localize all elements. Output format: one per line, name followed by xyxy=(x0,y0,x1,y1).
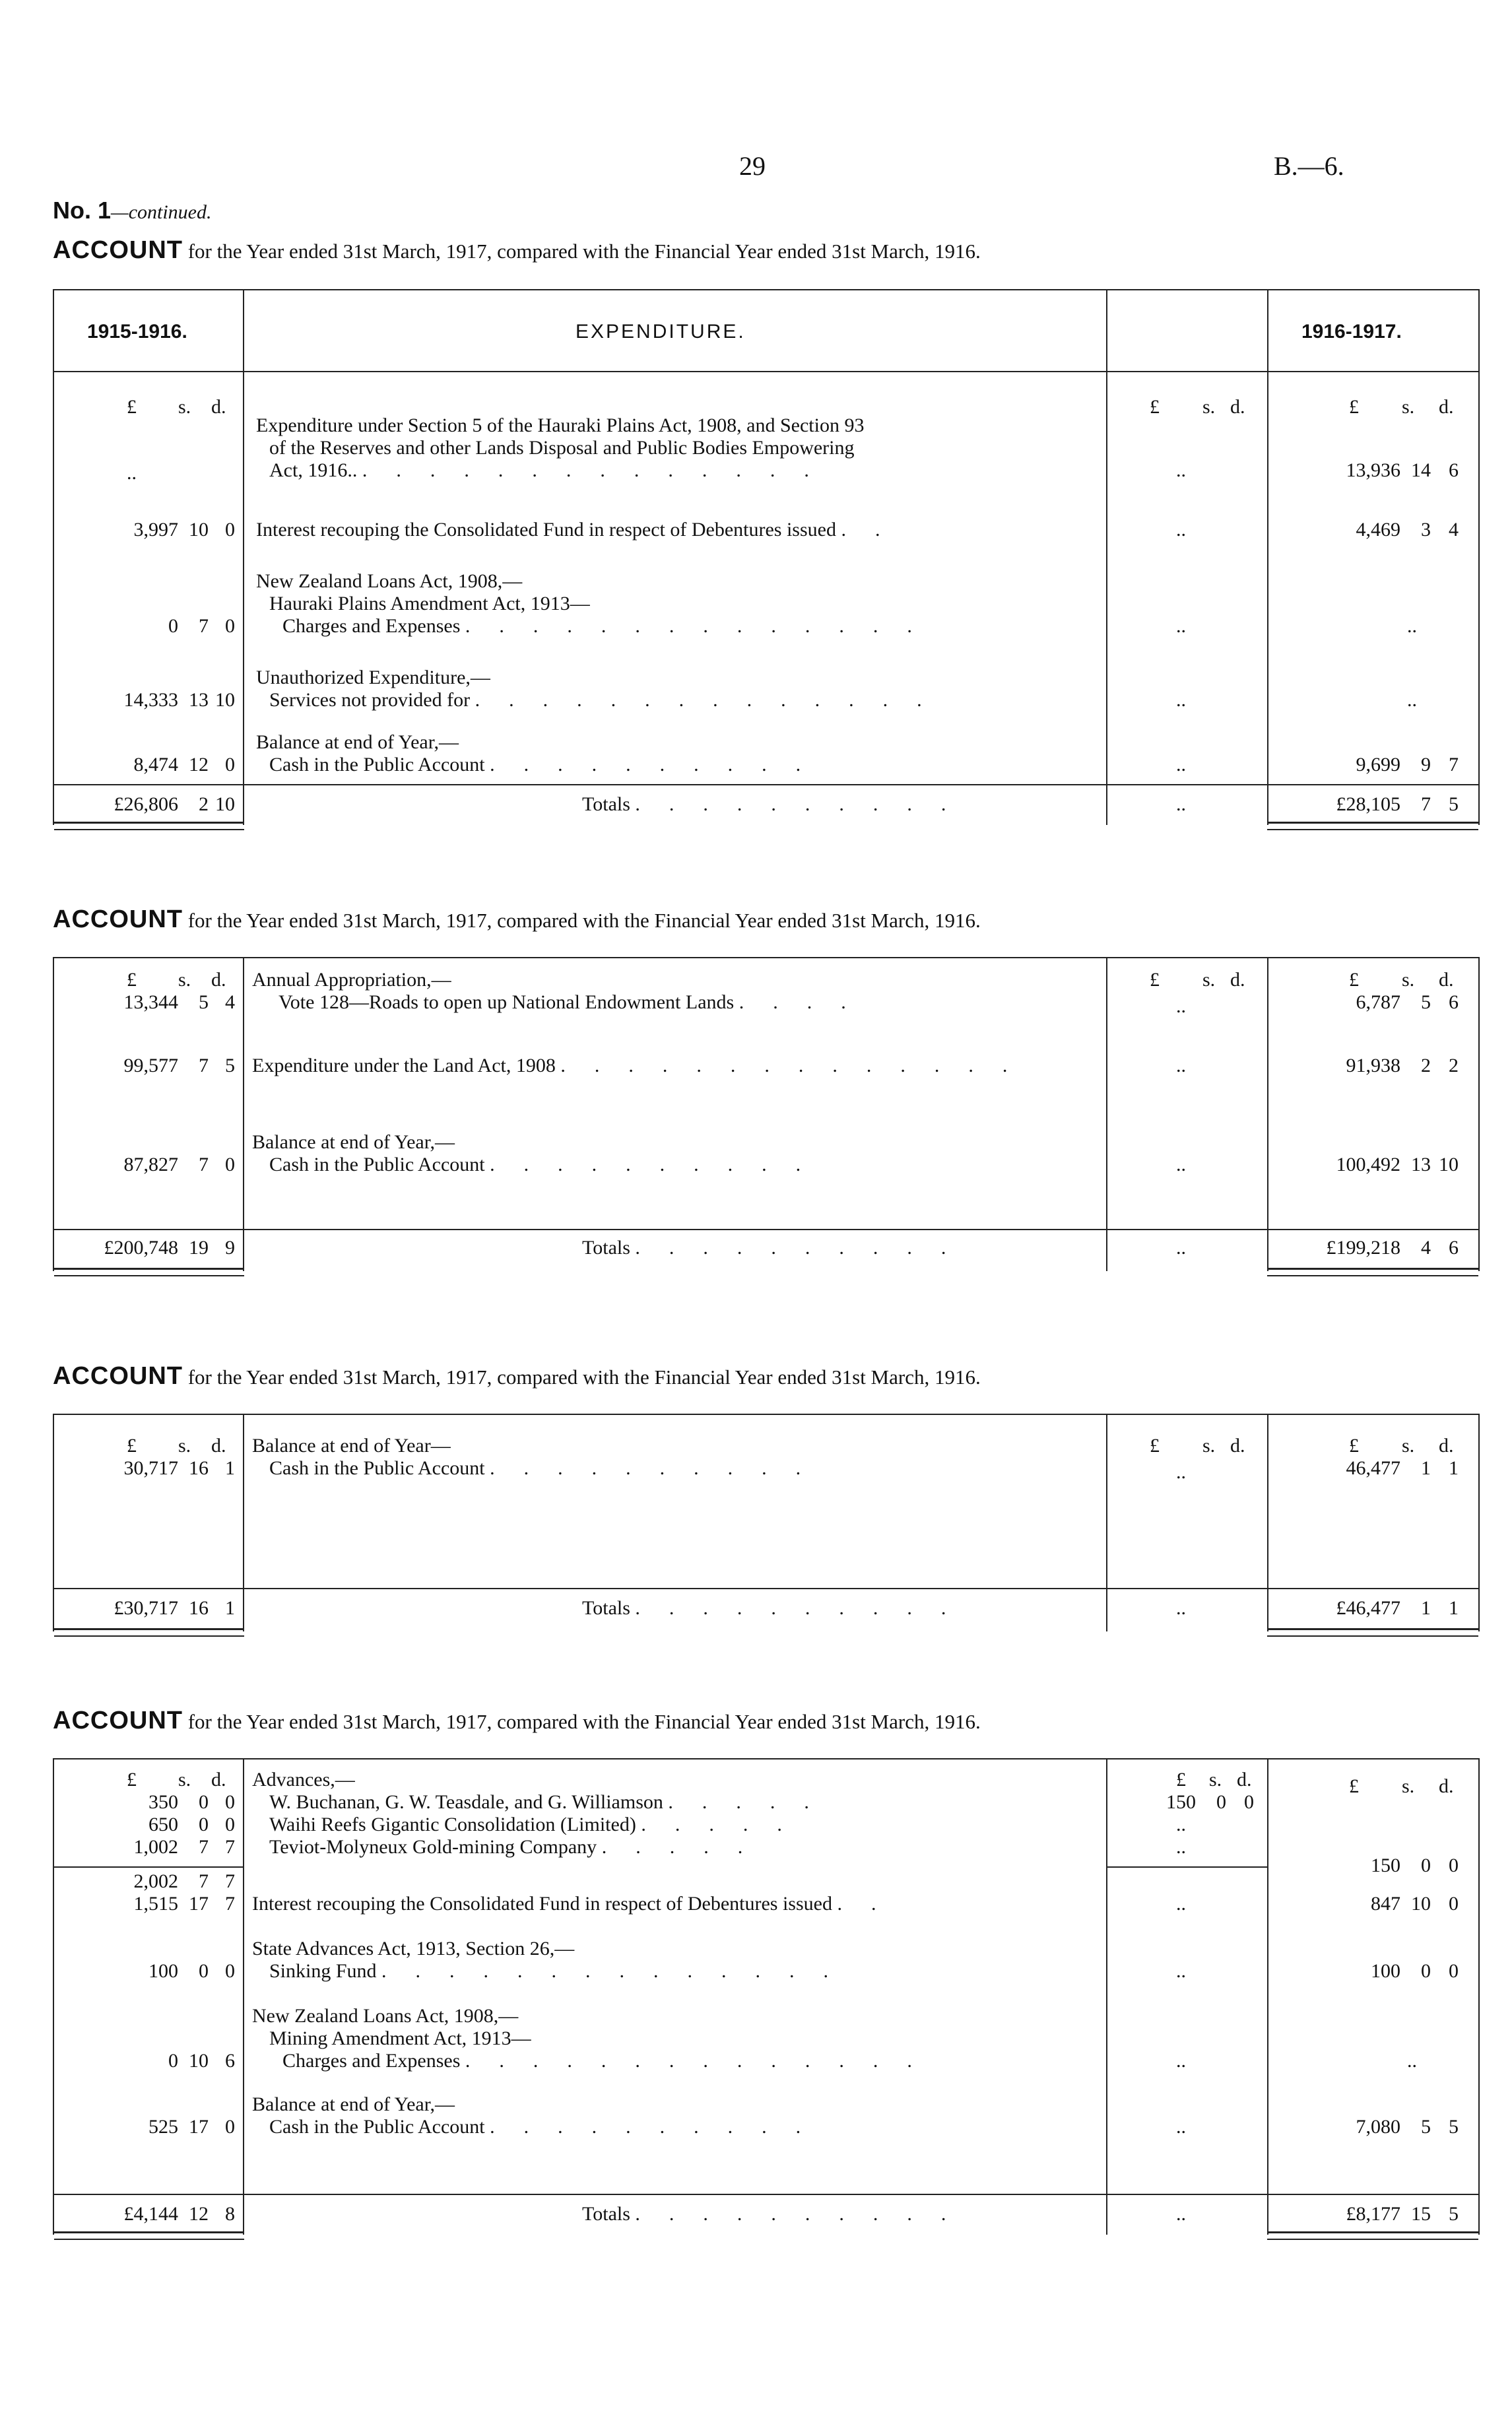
advance-name: Waihi Reefs Gigantic Consolidation (Limited) xyxy=(269,1814,636,1835)
cur-shillings: 0 xyxy=(1421,1960,1431,1982)
prev-pence: 4 xyxy=(225,991,235,1013)
pence-header: d. xyxy=(1439,396,1454,418)
mid-value: .. xyxy=(1176,1836,1186,1858)
prev-pence: 10 xyxy=(215,689,235,711)
cur-shillings: 3 xyxy=(1421,519,1431,541)
account-word: ACCOUNT xyxy=(53,236,183,264)
prev-pounds: 350 xyxy=(148,1791,178,1813)
expenditure-table-1 xyxy=(53,289,1480,825)
row-description-text: Charges and Expenses xyxy=(282,615,461,637)
prev-pence: 0 xyxy=(225,1814,235,1835)
cur-pence: 6 xyxy=(1449,991,1459,1013)
row-description-text: Interest recouping the Consolidated Fund in respect of Debentures issued xyxy=(252,1893,832,1915)
total-prev-shillings: 2 xyxy=(199,793,209,815)
mid-value: .. xyxy=(1176,615,1186,637)
row-description-text: Cash in the Public Account xyxy=(269,2116,485,2138)
account-number: No. 1 xyxy=(53,197,112,224)
prev-pence: 0 xyxy=(225,1960,235,1982)
row-description: Expenditure under the Land Act, 1908 .............. xyxy=(252,1055,1037,1076)
row-description: Services not provided for .............. xyxy=(269,689,951,711)
totals-label: Totals .......... xyxy=(582,1597,975,1619)
prev-shillings: 10 xyxy=(189,519,209,541)
shilling-header: s. xyxy=(1402,969,1415,991)
expenditure-heading: EXPENDITURE. xyxy=(575,321,746,343)
pound-header: £ xyxy=(1176,1769,1186,1791)
row-description: Hauraki Plains Amendment Act, 1913— xyxy=(269,593,590,614)
prev-shillings: 10 xyxy=(189,2050,209,2072)
row-description: Charges and Expenses .............. xyxy=(282,2050,941,2072)
advances-subtotal-pence: 7 xyxy=(225,1870,235,1892)
prev-shillings: 13 xyxy=(189,689,209,711)
shilling-header: s. xyxy=(1402,396,1415,418)
pound-header: £ xyxy=(1349,969,1359,991)
total-prev-pence: 1 xyxy=(225,1597,235,1619)
account-title-1 xyxy=(53,236,981,265)
prev-pounds: 1,515 xyxy=(133,1893,178,1915)
total-prev-shillings: 12 xyxy=(189,2203,209,2225)
cur-shillings: 1 xyxy=(1421,1457,1431,1479)
row-description: of the Reserves and other Lands Disposal and Public Bodies Empowering xyxy=(269,437,855,459)
total-cur-pounds: £8,177 xyxy=(1346,2203,1400,2225)
shilling-header: s. xyxy=(1202,969,1216,991)
cur-shillings: 13 xyxy=(1411,1154,1431,1175)
pound-header: £ xyxy=(1150,396,1160,418)
prev-pence: 0 xyxy=(225,2116,235,2138)
advance-item: Teviot-Molyneux Gold-mining Company ..... xyxy=(269,1836,772,1858)
cur-pounds: 7,080 xyxy=(1356,2116,1400,2138)
prev-pence: 0 xyxy=(225,1154,235,1175)
advances-total-shillings: 0 xyxy=(1421,1855,1431,1876)
row-description: Vote 128—Roads to open up National Endowment Lands .... xyxy=(279,991,875,1013)
prev-pounds: 99,577 xyxy=(123,1055,178,1076)
row-description: Expenditure under Section 5 of the Hauraki Plains Act, 1908, and Section 93 xyxy=(256,414,865,436)
prev-pounds: 13,344 xyxy=(123,991,178,1013)
prev-shillings: 7 xyxy=(199,1836,209,1858)
document-reference: B.—6. xyxy=(1274,151,1344,181)
row-description-text: Sinking Fund xyxy=(269,1960,377,1982)
account-table-3 xyxy=(53,1414,1480,1631)
cur-shillings: 9 xyxy=(1421,754,1431,775)
total-prev-pounds: £4,144 xyxy=(123,2203,178,2225)
total-cur-pounds: £46,477 xyxy=(1336,1597,1400,1619)
total-prev-pence: 9 xyxy=(225,1237,235,1259)
col-1915-1916: 1915-1916. xyxy=(87,321,187,343)
total-cur-shillings: 15 xyxy=(1411,2203,1431,2225)
row-description: Mining Amendment Act, 1913— xyxy=(269,2027,531,2049)
mid-value: .. xyxy=(1176,1154,1186,1175)
page-number: 29 xyxy=(739,151,766,181)
row-description-text: Charges and Expenses xyxy=(282,2050,461,2072)
totals-label: Totals .......... xyxy=(582,2203,975,2225)
prev-pence: 5 xyxy=(225,1055,235,1076)
advance-name: Teviot-Molyneux Gold-mining Company xyxy=(269,1836,597,1858)
shilling-header: s. xyxy=(178,1769,191,1791)
totals-label-text: Totals xyxy=(582,2203,630,2225)
mid-value: .. xyxy=(1176,2116,1186,2138)
prev-shillings: 0 xyxy=(199,1960,209,1982)
prev-pence: 0 xyxy=(225,519,235,541)
prev-shillings: 17 xyxy=(189,1893,209,1915)
mid-value: .. xyxy=(1176,754,1186,775)
prev-pence: 6 xyxy=(225,2050,235,2072)
prev-pounds: 1,002 xyxy=(133,1836,178,1858)
cur-pounds: 100 xyxy=(1371,1960,1400,1982)
prev-shillings: 7 xyxy=(199,1055,209,1076)
mid-value: .. xyxy=(1176,1960,1186,1982)
cur-shillings: 5 xyxy=(1421,991,1431,1013)
total-mid-value: .. xyxy=(1176,2203,1186,2225)
cur-shillings: 5 xyxy=(1421,2116,1431,2138)
total-cur-shillings: 1 xyxy=(1421,1597,1431,1619)
total-prev-pounds: £200,748 xyxy=(104,1237,178,1259)
prev-pounds: 30,717 xyxy=(123,1457,178,1479)
pound-header: £ xyxy=(127,969,137,991)
cur-value: .. xyxy=(1407,2050,1417,2072)
cur-shillings: 2 xyxy=(1421,1055,1431,1076)
cur-pounds: 91,938 xyxy=(1346,1055,1400,1076)
mid-pounds: 150 xyxy=(1166,1791,1196,1813)
pence-header: d. xyxy=(211,1435,226,1457)
pence-header: d. xyxy=(1439,969,1454,991)
cur-pence: 7 xyxy=(1449,754,1459,775)
prev-pounds: 100 xyxy=(148,1960,178,1982)
cur-shillings: 10 xyxy=(1411,1893,1431,1915)
advances-subtotal-pounds: 2,002 xyxy=(133,1870,178,1892)
shilling-header: s. xyxy=(1402,1435,1415,1457)
cur-pounds: 100,492 xyxy=(1336,1154,1400,1175)
total-cur-pounds: £199,218 xyxy=(1326,1237,1400,1259)
pence-header: d. xyxy=(1237,1769,1252,1791)
account-heading-text: for the Year ended 31st March, 1917, compared with the Financial Year ended 31st March, 1916. xyxy=(187,240,981,263)
mid-value: .. xyxy=(1176,689,1186,711)
prev-pounds: 650 xyxy=(148,1814,178,1835)
row-description-text: Expenditure under the Land Act, 1908 xyxy=(252,1055,556,1076)
total-cur-pence: 5 xyxy=(1449,793,1459,815)
shilling-header: s. xyxy=(178,969,191,991)
prev-pounds: 87,827 xyxy=(123,1154,178,1175)
mid-value: .. xyxy=(1176,1055,1186,1076)
pence-header: d. xyxy=(211,969,226,991)
totals-label-text: Totals xyxy=(582,1597,630,1619)
advances-total-pence: 0 xyxy=(1449,1855,1459,1876)
cur-pounds: 4,469 xyxy=(1356,519,1400,541)
shilling-header: s. xyxy=(178,396,191,418)
mid-value: .. xyxy=(1176,2050,1186,2072)
cur-pence: 10 xyxy=(1439,1154,1459,1175)
row-description: New Zealand Loans Act, 1908,— xyxy=(252,2005,519,2027)
total-mid-value: .. xyxy=(1176,793,1186,815)
prev-shillings: 0 xyxy=(199,1791,209,1813)
cur-pounds: 6,787 xyxy=(1356,991,1400,1013)
row-description-text: Cash in the Public Account xyxy=(269,1154,485,1175)
prev-shillings: 5 xyxy=(199,991,209,1013)
cur-shillings: 14 xyxy=(1411,459,1431,481)
advances-subtotal-shillings: 7 xyxy=(199,1870,209,1892)
cur-pence: 2 xyxy=(1449,1055,1459,1076)
account-table-4 xyxy=(53,1758,1480,2235)
account-heading-text: for the Year ended 31st March, 1917, compared with the Financial Year ended 31st March, 1916. xyxy=(187,1710,981,1733)
pound-header: £ xyxy=(127,396,137,418)
continued-label xyxy=(53,197,212,224)
cur-pounds: 46,477 xyxy=(1346,1457,1400,1479)
account-title-3 xyxy=(53,1362,981,1391)
total-prev-pounds: £30,717 xyxy=(114,1597,178,1619)
total-mid-value: .. xyxy=(1176,1597,1186,1619)
pound-header: £ xyxy=(1349,396,1359,418)
pence-header: d. xyxy=(1439,1435,1454,1457)
row-description: Charges and Expenses .............. xyxy=(282,615,941,637)
prev-shillings: 0 xyxy=(199,1814,209,1835)
pence-header: d. xyxy=(1230,396,1245,418)
row-description-text: Services not provided for xyxy=(269,689,471,711)
total-mid-value: .. xyxy=(1176,1237,1186,1259)
mid-shillings: 0 xyxy=(1216,1791,1226,1813)
cur-pounds: 847 xyxy=(1371,1893,1400,1915)
account-title-2 xyxy=(53,905,981,934)
advances-total-pounds: 150 xyxy=(1371,1855,1400,1876)
cur-pence: 0 xyxy=(1449,1893,1459,1915)
row-description: Unauthorized Expenditure,— xyxy=(256,667,490,688)
prev-pence: 0 xyxy=(225,754,235,775)
totals-label: Totals .......... xyxy=(582,1237,975,1259)
cur-pence: 5 xyxy=(1449,2116,1459,2138)
row-description: Cash in the Public Account .......... xyxy=(269,1457,830,1479)
row-description: Balance at end of Year— xyxy=(252,1435,451,1457)
row-description: Cash in the Public Account .......... xyxy=(269,754,830,775)
pound-header: £ xyxy=(1150,1435,1160,1457)
total-cur-pence: 5 xyxy=(1449,2203,1459,2225)
total-cur-pence: 1 xyxy=(1449,1597,1459,1619)
totals-label-text: Totals xyxy=(582,793,630,815)
advance-name: W. Buchanan, G. W. Teasdale, and G. Williamson xyxy=(269,1791,663,1813)
account-word: ACCOUNT xyxy=(53,905,183,933)
prev-pence: 0 xyxy=(225,1791,235,1813)
mid-pence: 0 xyxy=(1244,1791,1254,1813)
cur-pence: 4 xyxy=(1449,519,1459,541)
total-prev-pounds: £26,806 xyxy=(114,793,178,815)
continued-suffix: —continued. xyxy=(111,201,212,223)
account-word: ACCOUNT xyxy=(53,1362,183,1390)
total-cur-pence: 6 xyxy=(1449,1237,1459,1259)
total-cur-shillings: 4 xyxy=(1421,1237,1431,1259)
pence-header: d. xyxy=(1439,1775,1454,1797)
mid-value: .. xyxy=(1176,1893,1186,1915)
cur-pence: 1 xyxy=(1449,1457,1459,1479)
row-description: Cash in the Public Account .......... xyxy=(269,2116,830,2138)
pound-header: £ xyxy=(1349,1435,1359,1457)
row-description-text: Cash in the Public Account xyxy=(269,754,485,775)
pence-header: d. xyxy=(211,1769,226,1791)
prev-pence: 7 xyxy=(225,1893,235,1915)
total-cur-shillings: 7 xyxy=(1421,793,1431,815)
row-description-text: Vote 128—Roads to open up National Endowment Lands xyxy=(279,991,735,1013)
row-description: Balance at end of Year,— xyxy=(252,2093,455,2115)
totals-label: Totals .......... xyxy=(582,793,975,815)
row-description-text: Interest recouping the Consolidated Fund in respect of Debentures issued xyxy=(256,519,836,541)
cur-pounds: 9,699 xyxy=(1356,754,1400,775)
row-description: Interest recouping the Consolidated Fund in respect of Debentures issued .. xyxy=(256,519,909,541)
mid-value: .. xyxy=(1176,519,1186,541)
advance-item: W. Buchanan, G. W. Teasdale, and G. Williamson ..... xyxy=(269,1791,838,1813)
prev-shillings: 7 xyxy=(199,1154,209,1175)
prev-pounds: 0 xyxy=(168,2050,178,2072)
cur-pence: 6 xyxy=(1449,459,1459,481)
cur-value: .. xyxy=(1407,689,1417,711)
row-description: New Zealand Loans Act, 1908,— xyxy=(256,570,523,592)
prev-pounds: 8,474 xyxy=(133,754,178,775)
total-prev-pence: 10 xyxy=(215,793,235,815)
totals-label-text: Totals xyxy=(582,1237,630,1259)
prev-pence: 1 xyxy=(225,1457,235,1479)
advances-label: Advances,— xyxy=(252,1769,355,1791)
prev-pounds: 3,997 xyxy=(133,519,178,541)
cur-value: .. xyxy=(1407,615,1417,637)
prev-pounds: 0 xyxy=(168,615,178,637)
prev-shillings: 17 xyxy=(189,2116,209,2138)
pence-header: d. xyxy=(1230,969,1245,991)
prev-shillings: 16 xyxy=(189,1457,209,1479)
pound-header: £ xyxy=(1349,1775,1359,1797)
prev-value: .. xyxy=(127,462,137,484)
account-title-4 xyxy=(53,1707,981,1735)
advance-item: Waihi Reefs Gigantic Consolidation (Limited) ..... xyxy=(269,1814,811,1835)
shilling-header: s. xyxy=(1202,1435,1216,1457)
shilling-header: s. xyxy=(1209,1769,1222,1791)
pound-header: £ xyxy=(127,1435,137,1457)
pound-header: £ xyxy=(1150,969,1160,991)
col-1916-1917: 1916-1917. xyxy=(1301,321,1402,343)
prev-pounds: 525 xyxy=(148,2116,178,2138)
account-table-2 xyxy=(53,957,1480,1271)
prev-pence: 0 xyxy=(225,615,235,637)
row-description: Act, 1916.. .............. xyxy=(269,459,838,481)
prev-shillings: 7 xyxy=(199,615,209,637)
pence-header: d. xyxy=(211,396,226,418)
account-heading-text: for the Year ended 31st March, 1917, compared with the Financial Year ended 31st March, 1916. xyxy=(187,1365,981,1389)
mid-value: .. xyxy=(1176,1814,1186,1835)
row-description: Balance at end of Year,— xyxy=(256,731,459,753)
mid-value: .. xyxy=(1176,1461,1186,1483)
pound-header: £ xyxy=(127,1769,137,1791)
shilling-header: s. xyxy=(1202,396,1216,418)
mid-value: .. xyxy=(1176,995,1186,1017)
pence-header: d. xyxy=(1230,1435,1245,1457)
row-description-text: Cash in the Public Account xyxy=(269,1457,485,1479)
prev-pounds: 14,333 xyxy=(123,689,178,711)
mid-value: .. xyxy=(1176,459,1186,481)
prev-shillings: 12 xyxy=(189,754,209,775)
row-description: State Advances Act, 1913, Section 26,— xyxy=(252,1938,575,1959)
row-description: Annual Appropriation,— xyxy=(252,969,451,991)
cur-pence: 0 xyxy=(1449,1960,1459,1982)
row-description: Interest recouping the Consolidated Fund in respect of Debentures issued .. xyxy=(252,1893,905,1915)
total-cur-pounds: £28,105 xyxy=(1336,793,1400,815)
row-description-text: Act, 1916.. xyxy=(269,459,358,481)
prev-pence: 7 xyxy=(225,1836,235,1858)
row-description: Cash in the Public Account .......... xyxy=(269,1154,830,1175)
account-heading-text: for the Year ended 31st March, 1917, compared with the Financial Year ended 31st March, 1916. xyxy=(187,909,981,932)
row-description: Sinking Fund .............. xyxy=(269,1960,858,1982)
cur-pounds: 13,936 xyxy=(1346,459,1400,481)
shilling-header: s. xyxy=(1402,1775,1415,1797)
shilling-header: s. xyxy=(178,1435,191,1457)
account-word: ACCOUNT xyxy=(53,1707,183,1734)
total-prev-shillings: 16 xyxy=(189,1597,209,1619)
total-prev-shillings: 19 xyxy=(189,1237,209,1259)
total-prev-pence: 8 xyxy=(225,2203,235,2225)
row-description: Balance at end of Year,— xyxy=(252,1131,455,1153)
